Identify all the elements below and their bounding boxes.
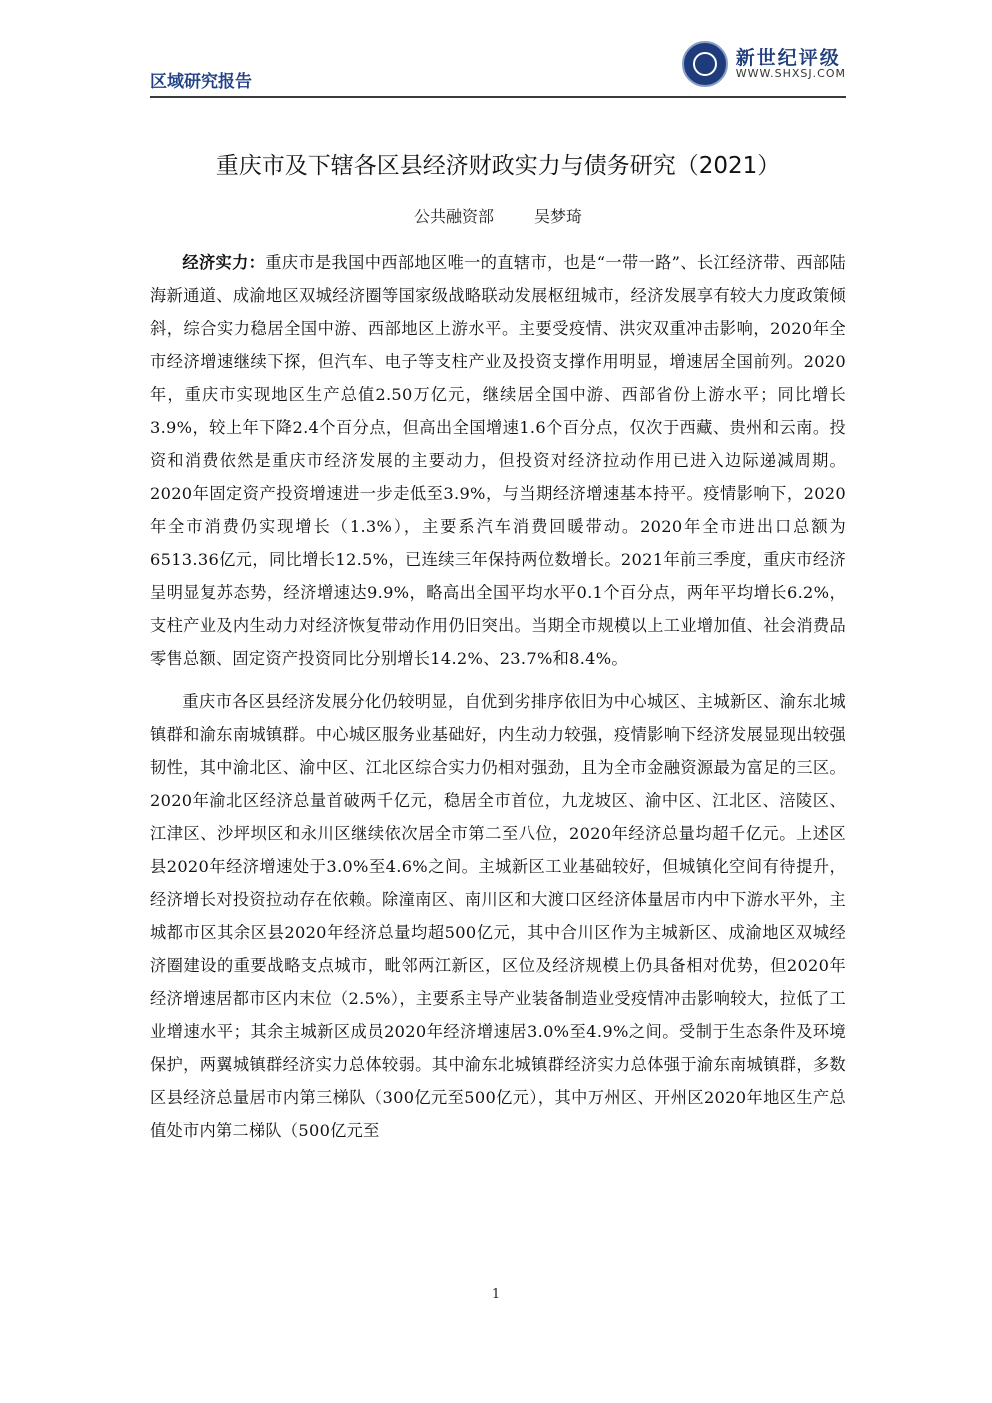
document-title: 重庆市及下辖各区县经济财政实力与债务研究（2021） bbox=[215, 153, 781, 179]
logo-text bbox=[736, 48, 846, 81]
header-divider bbox=[150, 96, 846, 98]
company-logo bbox=[682, 40, 846, 88]
logo-url: WWW.SHXSJ.COM bbox=[735, 67, 846, 81]
logo-name: 新世纪评级 bbox=[735, 46, 841, 69]
page-number: 1 bbox=[491, 1287, 501, 1302]
paragraph-lead: 经济实力： bbox=[182, 253, 266, 272]
paragraph-economic-strength bbox=[150, 246, 846, 675]
report-type-label: 区域研究报告 bbox=[150, 72, 252, 92]
company-seal-icon bbox=[682, 41, 728, 87]
paragraph-text: 重庆市是我国中西部地区唯一的直辖市，也是“一带一路”、长江经济带、西部陆海新通道、成渝地区双城经济圈等国家级战略联动发展枢纽城市，经济发展享有较大力度政策倾斜，综合实力稳居全国中游、西部地区上游水平。主要受疫情、洪灾双重冲击影响，2020年全市经济增速继续下探，但汽车、电子等支柱产业及投资支撑作用明显，增速居全国前列。2020年，重庆市实现地区生产总值2.50万亿元，继续居全国中游、西部省份上游水平；同比增长3.9%，较上年下降2.4个百分点，但高出全国增速1.6个百分点，仅次于西藏、贵州和云南。投资和消费依然是重庆市经济发展的主要动力，但投资对经济拉动作用已进入边际递减周期。2020年固定资产投资增速进一步走低至3.9%，与当期经济增速基本持平。疫情影响下，2020年全市消费仍实现增长（1.3%），主要系汽车消费回暖带动。2020年全市进出口总额为6513.36亿元，同比增长12.5%，已连续三年保持两位数增长。2021年前三季度，重庆市经济呈明显复苏态势，经济增速达9.9%，略高出全国平均水平0.1个百分点，两年平均增长6.2%，支柱产业及内生动力对经济恢复带动作用仍旧突出。当期全市规模以上工业增加值、社会消费品零售总额、固定资产投资同比分别增长14.2%、23.7%和8.4%。 bbox=[150, 253, 846, 668]
department: 公共融资部 bbox=[413, 207, 494, 226]
paragraph-district-analysis bbox=[150, 685, 846, 1147]
paragraph-text: 重庆市各区县经济发展分化仍较明显，自优到劣排序依旧为中心城区、主城新区、渝东北城镇群和渝东南城镇群。中心城区服务业基础好，内生动力较强，疫情影响下经济发展显现出较强韧性，其中渝北区、渝中区、江北区综合实力仍相对强劲，且为全市金融资源最为富足的三区。2020年渝北区经济总量首破两千亿元，稳居全市首位，九龙坡区、渝中区、江北区、涪陵区、江津区、沙坪坝区和永川区继续依次居全市第二至八位，2020年经济总量均超千亿元。上述区县2020年经济增速处于3.0%至4.6%之间。主城新区工业基础较好，但城镇化空间有待提升，经济增长对投资拉动存在依赖。除潼南区、南川区和大渡口区经济体量居市内中下游水平外，主城都市区其余区县2020年经济总量均超500亿元，其中合川区作为主城新区、成渝地区双城经济圈建设的重要战略支点城市，毗邻两江新区，区位及经济规模上仍具备相对优势，但2020年经济增速居都市区内末位（2.5%），主要系主导产业装备制造业受疫情冲击影响较大，拉低了工业增速水平；其余主城新区成员2020年经济增速居3.0%至4.9%之间。受制于生态条件及环境保护，两翼城镇群经济实力总体较弱。其中渝东北城镇群经济实力总体强于渝东南城镇群，多数区县经济总量居市内第三梯队（300亿元至500亿元），其中万州区、开州区2020年地区生产总值处市内第二梯队（500亿元至 bbox=[150, 692, 846, 1140]
byline bbox=[150, 204, 846, 227]
author: 吴梦琦 bbox=[534, 207, 583, 226]
document-body bbox=[150, 246, 846, 1147]
page-header bbox=[150, 40, 846, 98]
